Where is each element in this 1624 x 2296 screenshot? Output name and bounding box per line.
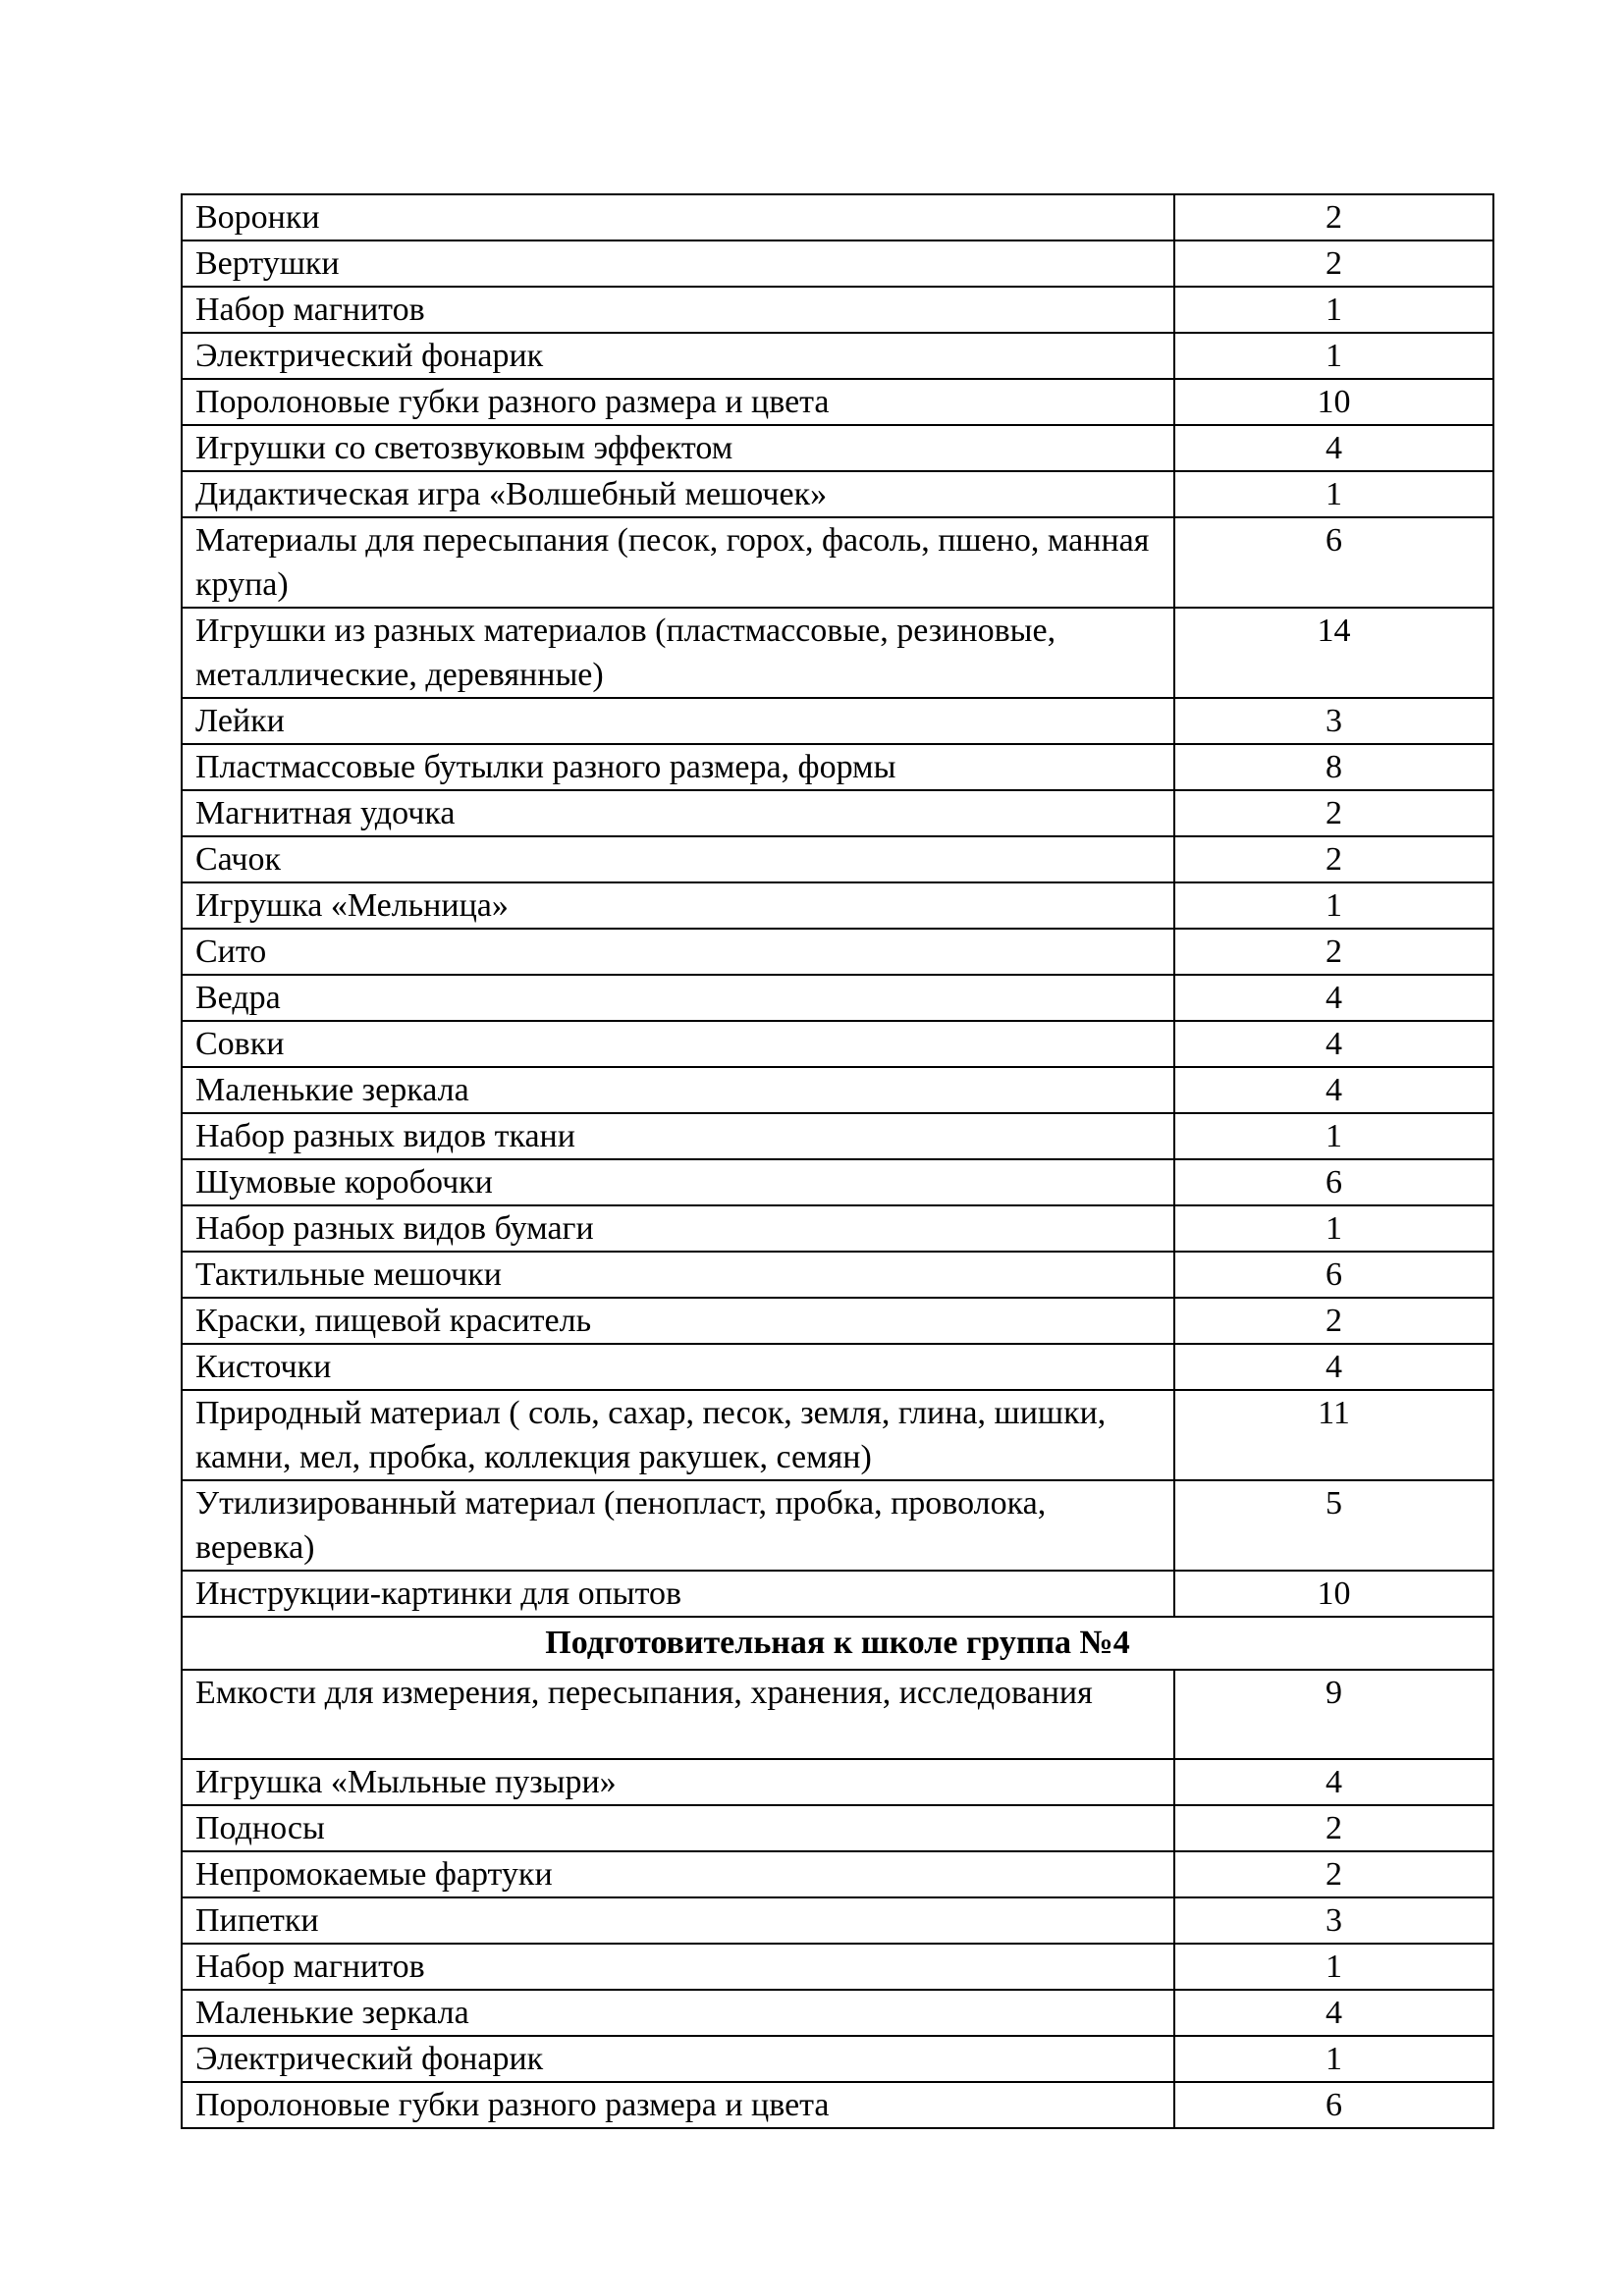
table-row [182, 836, 1493, 882]
item-quantity-cell: 1 [1174, 333, 1493, 379]
item-quantity-cell: 6 [1174, 1252, 1493, 1298]
item-name-cell: Тактильные мешочки [182, 1252, 1174, 1298]
item-name-cell: Маленькие зеркала [182, 1067, 1174, 1113]
item-quantity-cell: 1 [1174, 1944, 1493, 1990]
item-name-cell: Непромокаемые фартуки [182, 1851, 1174, 1897]
item-name-cell: Набор разных видов бумаги [182, 1205, 1174, 1252]
inventory-table-body [182, 194, 1493, 2128]
item-quantity-cell: 4 [1174, 975, 1493, 1021]
item-name-cell: Набор магнитов [182, 287, 1174, 333]
item-quantity-cell: 1 [1174, 1205, 1493, 1252]
item-quantity-cell: 10 [1174, 1571, 1493, 1617]
table-row [182, 1851, 1493, 1897]
item-quantity-cell: 1 [1174, 287, 1493, 333]
table-row [182, 1344, 1493, 1390]
item-quantity-cell: 9 [1174, 1670, 1493, 1759]
table-row [182, 1067, 1493, 1113]
item-name-cell: Сито [182, 929, 1174, 975]
table-row [182, 379, 1493, 425]
item-quantity-cell: 2 [1174, 194, 1493, 240]
table-row [182, 240, 1493, 287]
item-quantity-cell: 6 [1174, 517, 1493, 608]
item-quantity-cell: 1 [1174, 882, 1493, 929]
item-name-cell: Лейки [182, 698, 1174, 744]
table-row [182, 1571, 1493, 1617]
table-row [182, 287, 1493, 333]
item-name-cell: Материалы для пересыпания (песок, горох, фасоль, пшено, манная крупа) [182, 517, 1174, 608]
item-name-cell: Природный материал ( соль, сахар, песок, земля, глина, шишки, камни, мел, пробка, коллекция ракушек, семян) [182, 1390, 1174, 1480]
item-name-cell: Игрушки из разных материалов (пластмассовые, резиновые, металлические, деревянные) [182, 608, 1174, 698]
item-name-cell: Набор магнитов [182, 1944, 1174, 1990]
item-name-cell: Дидактическая игра «Волшебный мешочек» [182, 471, 1174, 517]
item-quantity-cell: 2 [1174, 790, 1493, 836]
item-name-cell: Инструкции-картинки для опытов [182, 1571, 1174, 1617]
table-row [182, 1390, 1493, 1480]
item-quantity-cell: 4 [1174, 1990, 1493, 2036]
item-name-cell: Пипетки [182, 1897, 1174, 1944]
item-quantity-cell: 4 [1174, 425, 1493, 471]
table-row [182, 882, 1493, 929]
item-name-cell: Шумовые коробочки [182, 1159, 1174, 1205]
table-row [182, 608, 1493, 698]
item-name-cell: Магнитная удочка [182, 790, 1174, 836]
item-quantity-cell: 5 [1174, 1480, 1493, 1571]
item-name-cell: Поролоновые губки разного размера и цвета [182, 379, 1174, 425]
table-row [182, 1670, 1493, 1759]
item-name-cell: Игрушки со светозвуковым эффектом [182, 425, 1174, 471]
table-row [182, 1805, 1493, 1851]
section-header-row [182, 1617, 1493, 1670]
table-row [182, 929, 1493, 975]
table-row [182, 2082, 1493, 2128]
table-row [182, 1990, 1493, 2036]
table-row [182, 471, 1493, 517]
item-quantity-cell: 2 [1174, 1805, 1493, 1851]
item-quantity-cell: 10 [1174, 379, 1493, 425]
item-quantity-cell: 11 [1174, 1390, 1493, 1480]
item-name-cell: Утилизированный материал (пенопласт, пробка, проволока, веревка) [182, 1480, 1174, 1571]
item-quantity-cell: 1 [1174, 1113, 1493, 1159]
item-quantity-cell: 2 [1174, 929, 1493, 975]
item-quantity-cell: 1 [1174, 471, 1493, 517]
item-name-cell: Игрушка «Мыльные пузыри» [182, 1759, 1174, 1805]
table-row [182, 1205, 1493, 1252]
item-name-cell: Сачок [182, 836, 1174, 882]
section-title: Подготовительная к школе группа №4 [182, 1617, 1493, 1670]
table-row [182, 425, 1493, 471]
table-row [182, 698, 1493, 744]
item-name-cell: Ведра [182, 975, 1174, 1021]
item-name-cell: Набор разных видов ткани [182, 1113, 1174, 1159]
item-quantity-cell: 6 [1174, 1159, 1493, 1205]
table-row [182, 333, 1493, 379]
item-quantity-cell: 6 [1174, 2082, 1493, 2128]
table-row [182, 1159, 1493, 1205]
item-name-cell: Игрушка «Мельница» [182, 882, 1174, 929]
item-quantity-cell: 8 [1174, 744, 1493, 790]
item-quantity-cell: 4 [1174, 1344, 1493, 1390]
item-quantity-cell: 3 [1174, 698, 1493, 744]
item-name-cell: Электрический фонарик [182, 333, 1174, 379]
item-name-cell: Емкости для измерения, пересыпания, хранения, исследования [182, 1670, 1174, 1759]
table-row [182, 790, 1493, 836]
table-row [182, 1021, 1493, 1067]
table-row [182, 194, 1493, 240]
item-quantity-cell: 14 [1174, 608, 1493, 698]
item-quantity-cell: 4 [1174, 1067, 1493, 1113]
item-name-cell: Подносы [182, 1805, 1174, 1851]
item-quantity-cell: 2 [1174, 836, 1493, 882]
table-row [182, 1897, 1493, 1944]
item-quantity-cell: 3 [1174, 1897, 1493, 1944]
table-row [182, 517, 1493, 608]
item-name-cell: Краски, пищевой краситель [182, 1298, 1174, 1344]
item-name-cell: Совки [182, 1021, 1174, 1067]
item-name-cell: Поролоновые губки разного размера и цвета [182, 2082, 1174, 2128]
table-row [182, 1480, 1493, 1571]
item-quantity-cell: 2 [1174, 1851, 1493, 1897]
table-row [182, 1252, 1493, 1298]
item-quantity-cell: 2 [1174, 1298, 1493, 1344]
item-name-cell: Электрический фонарик [182, 2036, 1174, 2082]
item-name-cell: Кисточки [182, 1344, 1174, 1390]
table-row [182, 1113, 1493, 1159]
item-name-cell: Воронки [182, 194, 1174, 240]
item-name-cell: Маленькие зеркала [182, 1990, 1174, 2036]
item-quantity-cell: 2 [1174, 240, 1493, 287]
table-row [182, 1298, 1493, 1344]
item-name-cell: Вертушки [182, 240, 1174, 287]
item-quantity-cell: 1 [1174, 2036, 1493, 2082]
item-name-cell: Пластмассовые бутылки разного размера, формы [182, 744, 1174, 790]
item-quantity-cell: 4 [1174, 1759, 1493, 1805]
table-row [182, 1944, 1493, 1990]
item-quantity-cell: 4 [1174, 1021, 1493, 1067]
table-row [182, 2036, 1493, 2082]
inventory-table [181, 193, 1494, 2129]
table-row [182, 744, 1493, 790]
table-row [182, 975, 1493, 1021]
table-row [182, 1759, 1493, 1805]
